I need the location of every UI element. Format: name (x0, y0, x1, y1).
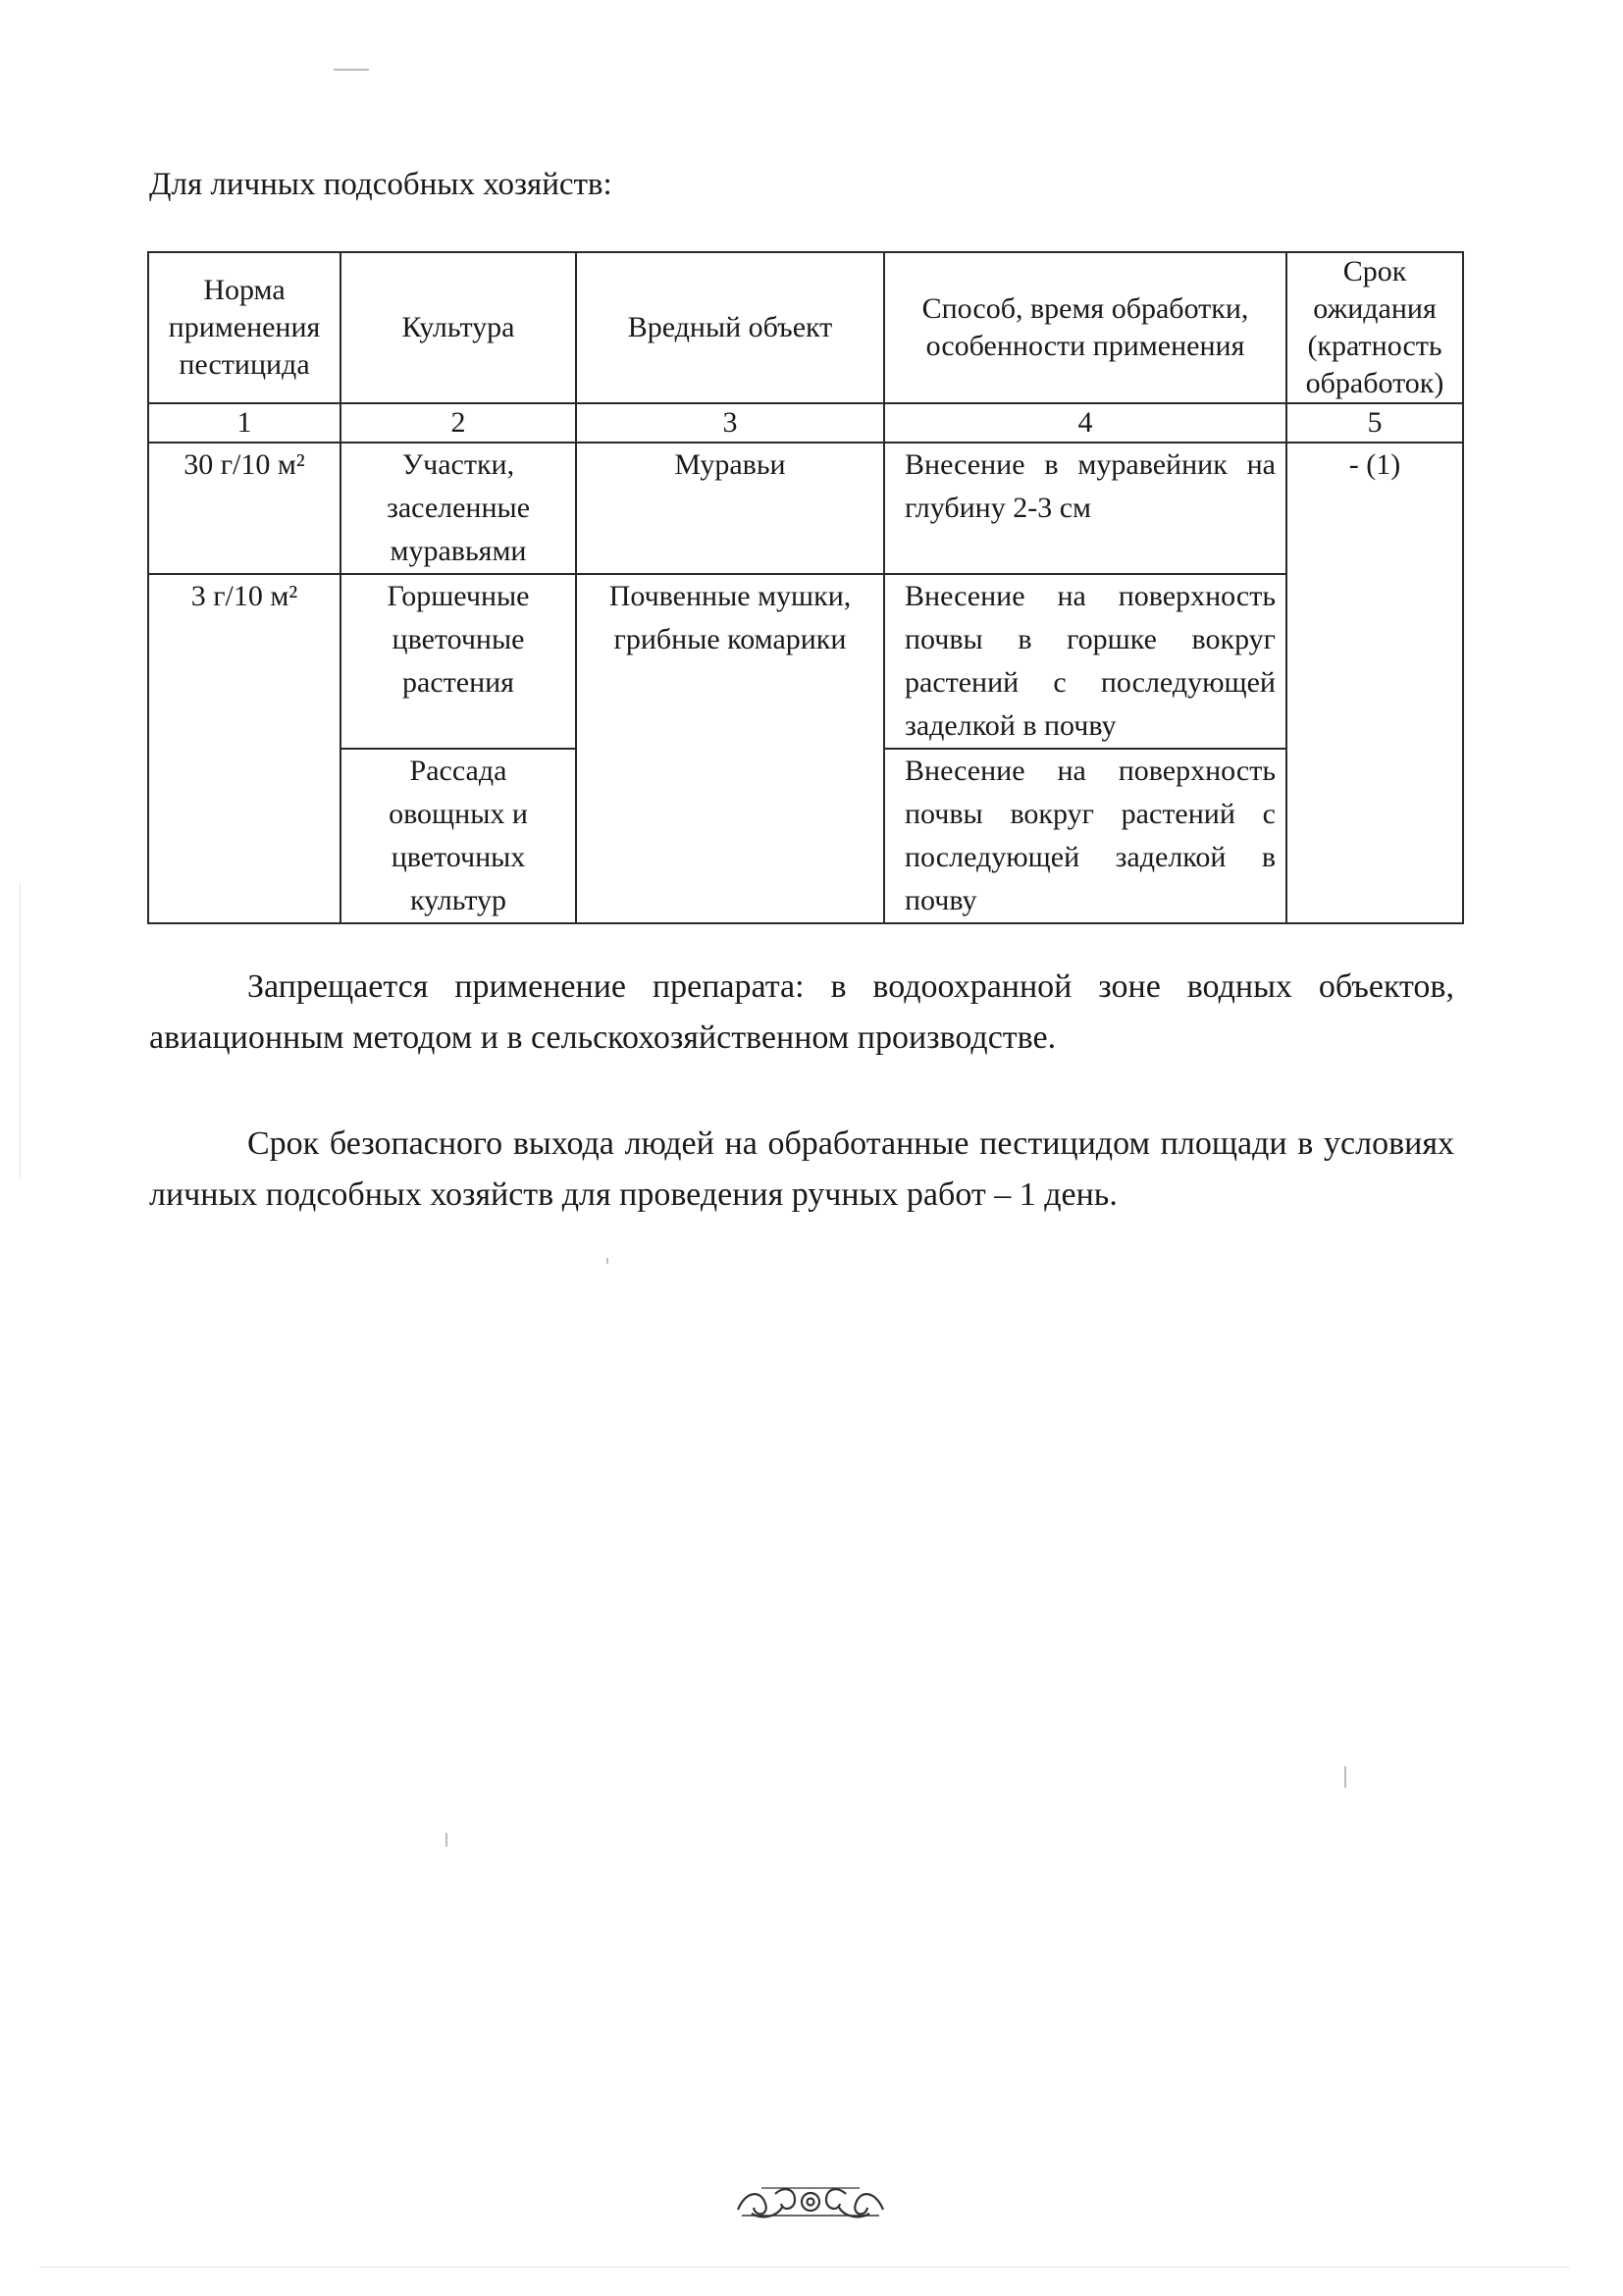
scan-speck (1344, 1766, 1346, 1788)
table-header-row (148, 252, 1463, 403)
header-rate: Норма применения пестицида (148, 252, 340, 403)
crop-cell: Рассада овощных и цветочных культур (340, 749, 576, 923)
prohibition-paragraph: Запрещается применение препарата: в водоохранной зоне водных объектов, авиационным методом и в сельскохозяйственном производстве. (149, 968, 1454, 1056)
method-cell: Внесение в муравейник на глубину 2-3 см (884, 443, 1286, 574)
column-number: 1 (148, 403, 340, 443)
method-cell: Внесение на поверхность почвы в горшке вокруг растений с последующей заделкой в почву (884, 574, 1286, 749)
column-number: 3 (576, 403, 884, 443)
scan-speck (445, 1833, 447, 1847)
rate-cell: 30 г/10 м² (148, 443, 340, 574)
table-row (148, 443, 1463, 574)
waiting-cell: - (1) (1286, 443, 1463, 923)
crop-cell: Участки, заселенные муравьями (340, 443, 576, 574)
method-cell: Внесение на поверхность почвы вокруг растений с последующей заделкой в почву (884, 749, 1286, 923)
rate-cell: 3 г/10 м² (148, 574, 340, 923)
table-row (148, 574, 1463, 749)
scan-speck (334, 69, 369, 71)
header-waiting: Срок ожидания (кратность обработок) (1286, 252, 1463, 403)
crop-cell: Горшечные цветочные растения (340, 574, 576, 749)
pest-cell: Муравьи (576, 443, 884, 574)
header-pest: Вредный объект (576, 252, 884, 403)
pest-cell: Почвенные мушки, грибные комарики (576, 574, 884, 923)
header-crop: Культура (340, 252, 576, 403)
column-number: 5 (1286, 403, 1463, 443)
column-number: 2 (340, 403, 576, 443)
pesticide-regulation-table (147, 251, 1464, 924)
header-method: Способ, время обработки, особенности применения (884, 252, 1286, 403)
intro-line: Для личных подсобных хозяйств: (149, 167, 612, 202)
scan-speck (606, 1258, 608, 1264)
column-number-row (148, 403, 1463, 443)
safe-reentry-paragraph: Срок безопасного выхода людей на обработанные пестицидом площади в условиях личных подсобных хозяйств для проведения ручных работ – 1 день. (149, 1125, 1454, 1213)
column-number: 4 (884, 403, 1286, 443)
scan-speck (20, 883, 21, 1177)
decorative-ornament-icon (732, 2180, 889, 2223)
scan-speck (39, 2267, 1570, 2268)
